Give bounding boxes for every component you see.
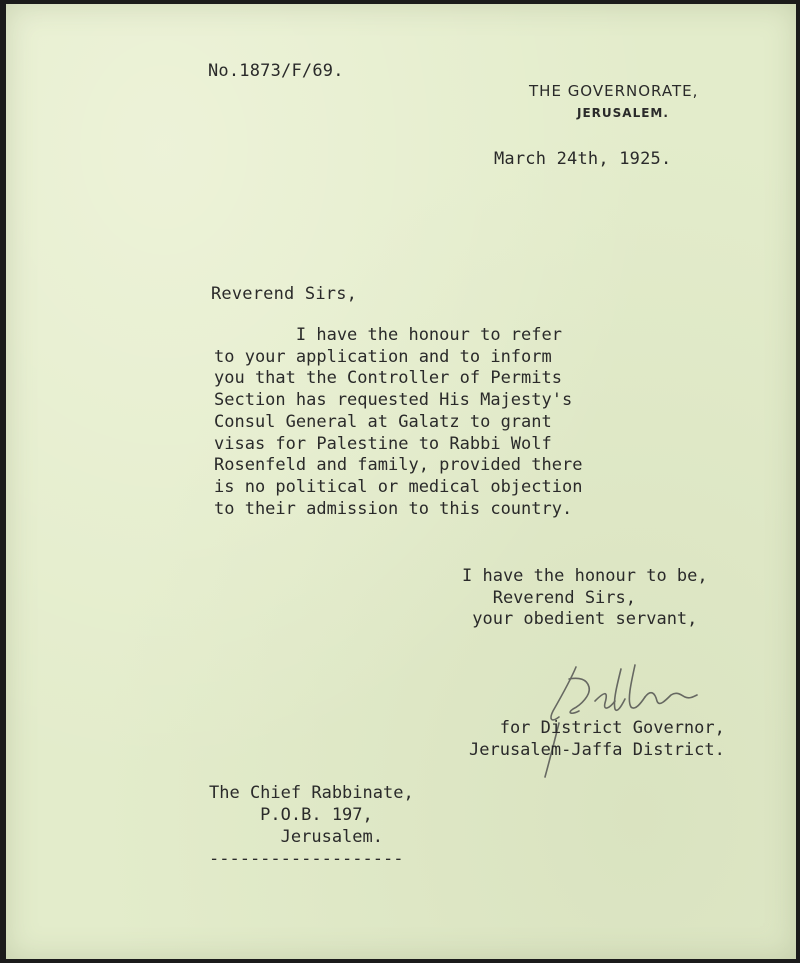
address-line: P.O.B. 197, (209, 805, 373, 825)
salutation: Reverend Sirs, (211, 284, 358, 304)
closing-line: Reverend Sirs, (462, 587, 636, 608)
body-line: Section has requested His Majesty's (214, 390, 573, 411)
body-line: to your application and to inform (214, 346, 552, 367)
recipient-address (209, 782, 414, 870)
body-line: you that the Controller of Permits (214, 368, 562, 389)
closing-line: I have the honour to be, (462, 566, 708, 586)
body-line: to their admission to this country. (214, 498, 573, 519)
body-line: visas for Palestine to Rabbi Wolf (214, 433, 552, 454)
body-line: Rosenfeld and family, provided there (214, 455, 583, 476)
closing-line: your obedient servant, (462, 609, 698, 629)
closing-block (446, 566, 786, 631)
signoff-line: for District Governor, (469, 718, 725, 738)
letter-page (6, 4, 796, 959)
address-line: The Chief Rabbinate, (209, 783, 414, 803)
address-line: Jerusalem. (209, 827, 383, 847)
body-line: is no political or medical objection (214, 476, 583, 497)
reference-number: No.1873/F/69. (208, 61, 344, 81)
letterhead-title: THE GOVERNORATE, (529, 82, 699, 100)
signoff-line: Jerusalem-Jaffa District. (469, 740, 725, 760)
body-line: Consul General at Galatz to grant (214, 411, 552, 432)
letter-date: March 24th, 1925. (494, 149, 672, 169)
body-line: I have the honour to refer (214, 325, 562, 345)
letter-body (214, 325, 674, 520)
signoff-block (469, 717, 725, 761)
letterhead-city: JERUSALEM. (577, 106, 669, 120)
address-rule: ------------------- (209, 849, 404, 869)
